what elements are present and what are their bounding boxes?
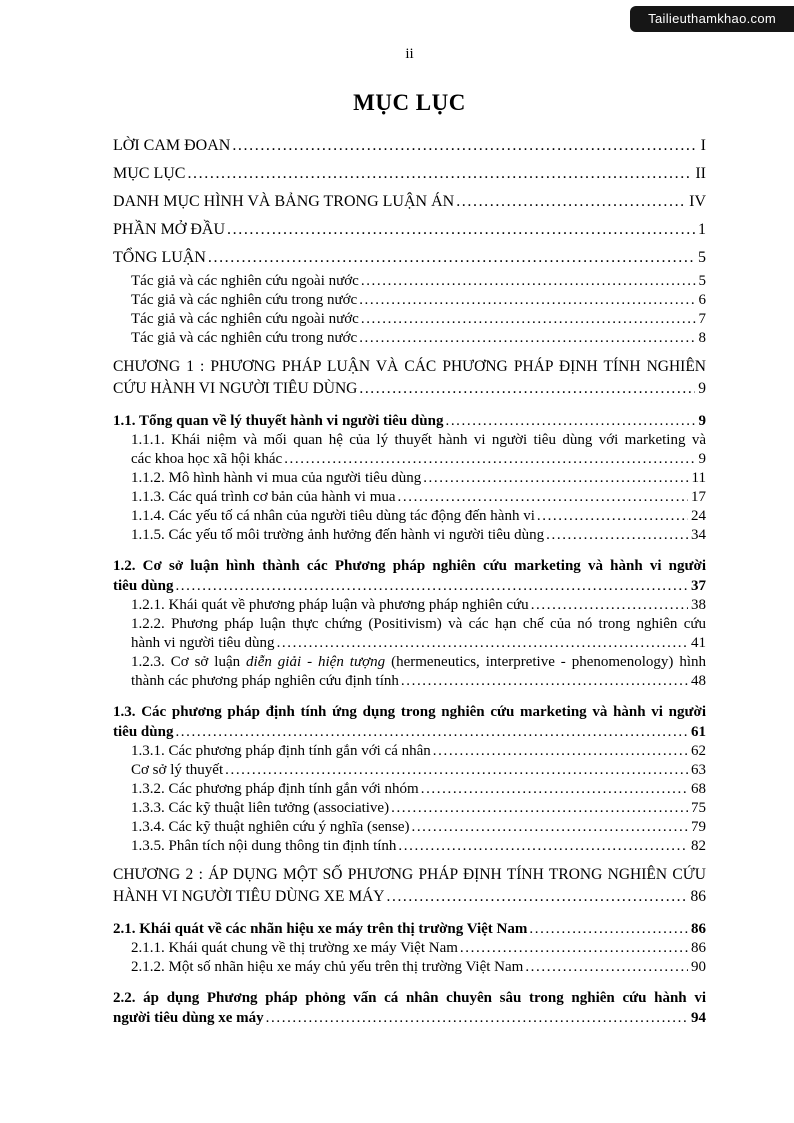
toc-entry-text: tiêu dùng — [113, 578, 174, 594]
toc-entry-text: CHƯƠNG 2 : ÁP DỤNG MỘT SỐ PHƯƠNG PHÁP ĐỊNH TÍNH TRONG NGHIÊN CỨU — [113, 866, 706, 883]
toc-page-number: 79 — [691, 819, 706, 835]
toc-entry-text: 1.1.1. Khái niệm và mối quan hệ của lý thuyết hành vi người tiêu dùng với marketing và — [131, 432, 706, 448]
toc-entry — [113, 507, 706, 526]
dot-leader — [525, 958, 688, 977]
toc-entry — [113, 742, 706, 761]
dot-leader — [277, 634, 688, 653]
toc-page-number: 48 — [691, 673, 706, 689]
toc-entry — [113, 244, 706, 272]
toc-page-number: 90 — [691, 959, 706, 975]
dot-leader — [423, 469, 688, 488]
dot-leader — [537, 507, 688, 526]
dot-leader — [398, 488, 688, 507]
toc-entry — [113, 958, 706, 977]
toc-page-number: 75 — [691, 800, 706, 816]
toc-entry-text: Tác giả và các nghiên cứu ngoài nước — [131, 311, 359, 327]
toc-entry-text: 1.1. Tổng quan về lý thuyết hành vi người tiêu dùng — [113, 413, 444, 429]
toc-entry-text: 2.2. áp dụng Phương pháp phỏng vấn cá nhân chuyên sâu trong nghiên cứu hành vi — [113, 990, 706, 1006]
toc-entry-text: thành các phương pháp nghiên cứu định tính — [131, 673, 399, 689]
dot-leader — [361, 310, 696, 329]
toc-entry — [113, 653, 706, 691]
toc-entry-text: Tác giả và các nghiên cứu trong nước — [131, 330, 358, 346]
dot-leader — [433, 742, 688, 761]
toc-entry — [113, 919, 706, 939]
toc-entry — [113, 272, 706, 291]
toc-entry-text: 1.3. Các phương pháp định tính ứng dụng trong nghiên cứu marketing và hành vi người — [113, 704, 706, 720]
toc-entry-text: MỤC LỤC — [113, 165, 186, 182]
toc-entry-text: 1.3.4. Các kỹ thuật nghiên cứu ý nghĩa (sense) — [131, 819, 410, 835]
toc-entry — [113, 526, 706, 545]
dot-leader — [445, 411, 695, 431]
toc-page-number: 86 — [691, 921, 706, 937]
toc-entry-text: Tác giả và các nghiên cứu trong nước — [131, 292, 358, 308]
dot-leader — [531, 596, 688, 615]
toc-entry — [113, 556, 706, 596]
dot-leader — [225, 761, 688, 780]
toc-entry — [113, 761, 706, 780]
toc-entry-text: 1.2.2. Phương pháp luận thực chứng (Positivism) và các hạn chế của nó trong nghiên cứu — [131, 616, 706, 632]
toc-page-number: 94 — [691, 1010, 706, 1026]
toc-entry-text: 1.1.5. Các yếu tố môi trường ảnh hưởng đến hành vi người tiêu dùng — [131, 527, 545, 543]
toc-entry-text: CHƯƠNG 1 : PHƯƠNG PHÁP LUẬN VÀ CÁC PHƯƠNG PHÁP ĐỊNH TÍNH NGHIÊN — [113, 358, 706, 375]
toc-entry — [113, 615, 706, 653]
toc-page-number: 9 — [698, 451, 706, 467]
toc-entry-text: DANH MỤC HÌNH VÀ BẢNG TRONG LUẬN ÁN — [113, 193, 455, 210]
toc-entry — [113, 160, 706, 188]
toc-entry-text: 1.2. Cơ sở luận hình thành các Phương pháp nghiên cứu marketing và hành vi người — [113, 558, 706, 574]
toc-entry — [113, 939, 706, 958]
toc-page-number: 86 — [690, 888, 706, 905]
toc-entry-text: 1.1.3. Các quá trình cơ bản của hành vi mua — [131, 489, 396, 505]
toc-page-number: 9 — [698, 380, 706, 397]
toc-entry — [113, 431, 706, 469]
toc-entry — [113, 818, 706, 837]
toc-page-number: 1 — [698, 221, 706, 238]
toc-entry-text: người tiêu dùng xe máy — [113, 1010, 264, 1026]
toc-entry — [113, 310, 706, 329]
toc-entry — [113, 837, 706, 856]
dot-leader — [232, 132, 697, 160]
toc-entry — [113, 702, 706, 742]
dot-leader — [208, 244, 695, 272]
toc-entry-text: 2.1.1. Khái quát chung về thị trường xe máy Việt Nam — [131, 940, 458, 956]
page-number: ii — [405, 46, 414, 62]
toc-page-number: 6 — [698, 292, 706, 308]
dot-leader — [401, 672, 688, 691]
toc-page-number: 37 — [691, 578, 706, 594]
dot-leader — [284, 450, 695, 469]
toc-page-number: 34 — [691, 527, 706, 543]
toc-entry-text: 1.3.3. Các kỹ thuật liên tưởng (associative) — [131, 800, 390, 816]
dot-leader — [421, 780, 688, 799]
dot-leader — [359, 378, 695, 400]
toc-page-number: 9 — [698, 413, 706, 429]
toc-entry-text: 1.3.5. Phân tích nội dung thông tin định tính — [131, 838, 397, 854]
toc-entry — [113, 780, 706, 799]
toc-entry — [113, 596, 706, 615]
toc-page-number: 62 — [691, 743, 706, 759]
toc-entry — [113, 188, 706, 216]
toc-page-number: 82 — [691, 838, 706, 854]
toc-entry — [113, 864, 706, 908]
toc-page-number: 7 — [698, 311, 706, 327]
dot-leader — [359, 291, 695, 310]
toc-entry-text: 1.2.3. Cơ sở luận diễn giải - hiện tượng (hermeneutics, interpretive - phenomenology) hình — [131, 654, 706, 670]
toc-list — [113, 132, 706, 1028]
toc-page-number: 5 — [698, 249, 706, 266]
dot-leader — [227, 216, 695, 244]
dot-leader — [529, 919, 688, 939]
toc-entry-text: tiêu dùng — [113, 724, 174, 740]
dot-leader — [359, 329, 695, 348]
toc-entry-text: Tác giả và các nghiên cứu ngoài nước — [131, 273, 359, 289]
dot-leader — [266, 1008, 688, 1028]
toc-entry — [113, 132, 706, 160]
toc-entry — [113, 291, 706, 310]
toc-entry-text: hành vi người tiêu dùng — [131, 635, 275, 651]
toc-entry-text: 2.1. Khái quát về các nhãn hiệu xe máy trên thị trường Việt Nam — [113, 921, 528, 937]
toc-entry — [113, 356, 706, 400]
toc-entry-text: 1.3.2. Các phương pháp định tính gắn với nhóm — [131, 781, 419, 797]
toc-page-number: II — [695, 165, 706, 182]
toc-entry-text: 1.3.1. Các phương pháp định tính gắn với cá nhân — [131, 743, 431, 759]
toc-page-number: 17 — [691, 489, 706, 505]
toc-page-number: 63 — [691, 762, 706, 778]
toc-page-number: 11 — [691, 470, 706, 486]
toc-entry-text: Cơ sở lý thuyết — [131, 762, 224, 778]
toc-page-number: 68 — [691, 781, 706, 797]
dot-leader — [398, 837, 688, 856]
dot-leader — [391, 799, 688, 818]
toc-page-number: I — [700, 137, 706, 154]
dot-leader — [175, 722, 688, 742]
toc-page-number: IV — [689, 193, 706, 210]
dot-leader — [175, 576, 688, 596]
toc-entry — [113, 488, 706, 507]
dot-leader — [456, 188, 686, 216]
dot-leader — [411, 818, 688, 837]
dot-leader — [460, 939, 688, 958]
toc-entry-text: 1.2.1. Khái quát về phương pháp luận và phương pháp nghiên cứu — [131, 597, 529, 613]
toc-entry — [113, 988, 706, 1028]
toc-entry-text: PHẦN MỞ ĐẦU — [113, 221, 226, 238]
toc-title: MỤC LỤC — [353, 90, 466, 115]
toc-page-number: 86 — [691, 940, 706, 956]
toc-page-number: 61 — [691, 724, 706, 740]
toc-entry-text: LỜI CAM ĐOAN — [113, 137, 231, 154]
dot-leader — [361, 272, 696, 291]
toc-page-number: 38 — [691, 597, 706, 613]
toc-entry-text: 2.1.2. Một số nhãn hiệu xe máy chủ yếu trên thị trường Việt Nam — [131, 959, 524, 975]
toc-entry-text: 1.1.2. Mô hình hành vi mua của người tiêu dùng — [131, 470, 422, 486]
toc-entry — [113, 411, 706, 431]
toc-entry-text: HÀNH VI NGƯỜI TIÊU DÙNG XE MÁY — [113, 888, 385, 905]
toc-entry-text: 1.1.4. Các yếu tố cá nhân của người tiêu dùng tác động đến hành vi — [131, 508, 535, 524]
toc-entry — [113, 799, 706, 818]
toc-page-number: 8 — [698, 330, 706, 346]
toc-entry-text: TỔNG LUẬN — [113, 249, 206, 266]
dot-leader — [187, 160, 692, 188]
toc-entry — [113, 329, 706, 348]
dot-leader — [387, 886, 688, 908]
dot-leader — [546, 526, 688, 545]
toc-entry-text: các khoa học xã hội khác — [131, 451, 283, 467]
toc-entry-text: CỨU HÀNH VI NGƯỜI TIÊU DÙNG — [113, 380, 358, 397]
watermark-badge[interactable]: Tailieuthamkhao.com — [630, 6, 794, 32]
toc-entry — [113, 469, 706, 488]
toc-page-number: 5 — [698, 273, 706, 289]
toc-page-number: 24 — [691, 508, 706, 524]
toc-page-number: 41 — [691, 635, 706, 651]
toc-entry — [113, 216, 706, 244]
